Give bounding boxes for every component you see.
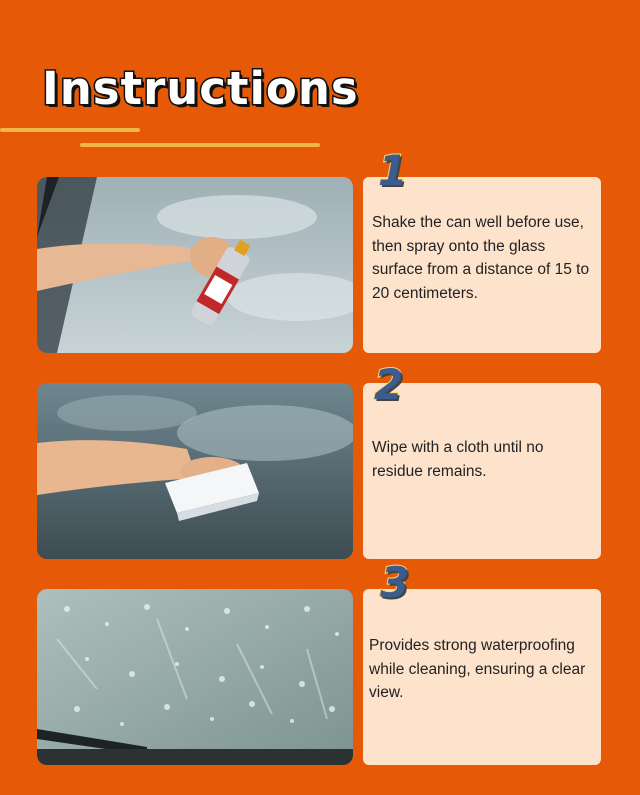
page-title: Instructions: [42, 62, 359, 115]
step-1-number: 1: [378, 146, 408, 195]
step-3-photo: [37, 589, 353, 765]
step-3-card: [363, 589, 601, 765]
step-2-photo: [37, 383, 353, 559]
step-1-photo: [37, 177, 353, 353]
decorative-line: [0, 128, 140, 132]
step-3-text: Provides strong waterproofing while cleaning, ensuring a clear view.: [369, 637, 586, 701]
decorative-line: [80, 143, 320, 147]
step-1-text: Shake the can well before use, then spray onto the glass surface from a distance of 15 to 20 centimeters.: [372, 214, 590, 302]
step-1-card: [363, 177, 601, 353]
step-2-text: Wipe with a cloth until no residue remains.: [372, 439, 544, 480]
step-2-card: [363, 383, 601, 559]
step-2-number: 2: [374, 360, 404, 409]
step-3-number: 3: [380, 558, 410, 607]
